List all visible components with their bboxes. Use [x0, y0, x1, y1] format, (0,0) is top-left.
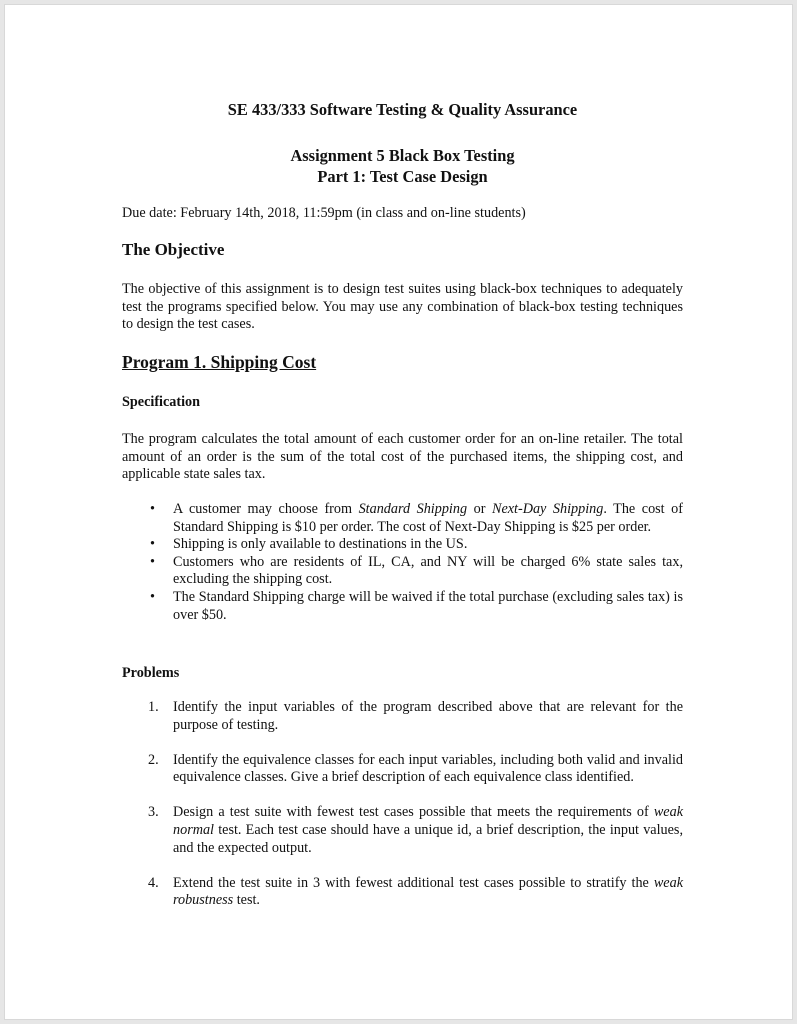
weak-normal-text: weak normal: [173, 804, 683, 838]
problem-item-4: [122, 875, 683, 910]
problem-number: 1.: [148, 699, 159, 715]
bullet-item-sales-tax: [122, 554, 683, 589]
assignment-title-block: [122, 145, 683, 187]
bullet-marker: •: [150, 553, 155, 570]
problem-text: Identify the equivalence classes for each input variables, including both valid and invalid equivalence classes. Give a brief description of each equivalence class identified.: [173, 751, 683, 786]
problem-item-1: [122, 699, 683, 734]
problem-text: Identify the input variables of the program described above that are relevant for the purpose of testing.: [173, 699, 683, 733]
problem-item-3: [122, 804, 683, 857]
objective-text: The objective of this assignment is to design test suites using black-box techniques to adequately test the programs specified below. You may use any combination of black-box testing techniques to design the test cases.: [122, 281, 683, 333]
next-day-shipping-text: Next-Day Shipping: [491, 501, 604, 517]
document-page: [4, 4, 793, 1020]
due-date: Due date: February 14th, 2018, 11:59pm (in class and on-line students): [122, 205, 526, 221]
bullet-item-shipping-options: [122, 501, 683, 536]
bullet-marker: •: [150, 588, 155, 605]
problem-number: 4.: [148, 874, 159, 891]
bullet-item-us-only: [122, 536, 683, 554]
problem-text: test. Each test case should have a unique id, a brief description, the input values, and the expected output.: [173, 821, 683, 856]
problem-text: Extend the test suite in 3 with fewest additional test cases possible to stratify the: [173, 874, 654, 891]
standard-shipping-text: Standard Shipping: [358, 501, 468, 517]
problem-number: 3.: [148, 804, 159, 821]
part-title: Part 1: Test Case Design: [317, 167, 488, 186]
assignment-title: Assignment 5 Black Box Testing: [290, 146, 515, 165]
bullet-marker: •: [150, 536, 155, 553]
bullet-text: A customer may choose from: [173, 501, 359, 517]
program-heading: Program 1. Shipping Cost: [122, 352, 317, 372]
bullet-marker: •: [150, 501, 155, 517]
objective-heading: The Objective: [122, 240, 225, 259]
specification-heading: Specification: [122, 394, 201, 410]
bullet-text: . The cost of Standard Shipping is $10 per order. The cost of Next-Day Shipping is $25 per order.: [173, 501, 683, 535]
bullet-text: The Standard Shipping charge will be waived if the total purchase (excluding sales tax) is over $50.: [173, 588, 683, 623]
bullet-text: or: [467, 501, 492, 517]
problem-text: test.: [233, 892, 260, 909]
problem-number: 2.: [148, 751, 159, 768]
specification-text: The program calculates the total amount of each customer order for an on-line retailer. The total amount of an order is the sum of the total cost of the purchased items, the shipping cost, and applicable state sales tax.: [122, 431, 683, 483]
problem-text: Design a test suite with fewest test cases possible that meets the requirements of: [173, 804, 654, 821]
course-title: SE 433/333 Software Testing & Quality Assurance: [227, 100, 578, 119]
bullet-item-shipping-waiver: [122, 589, 683, 624]
problems-heading: Problems: [122, 665, 180, 681]
problem-item-2: [122, 752, 683, 787]
bullet-text: Customers who are residents of IL, CA, and NY will be charged 6% state sales tax, excluding the shipping cost.: [173, 553, 683, 588]
specification-bullets: [122, 501, 683, 624]
problems-list: [122, 699, 683, 927]
bullet-text: Shipping is only available to destinations in the US.: [173, 536, 468, 553]
weak-robustness-text: weak robustness: [173, 874, 683, 909]
